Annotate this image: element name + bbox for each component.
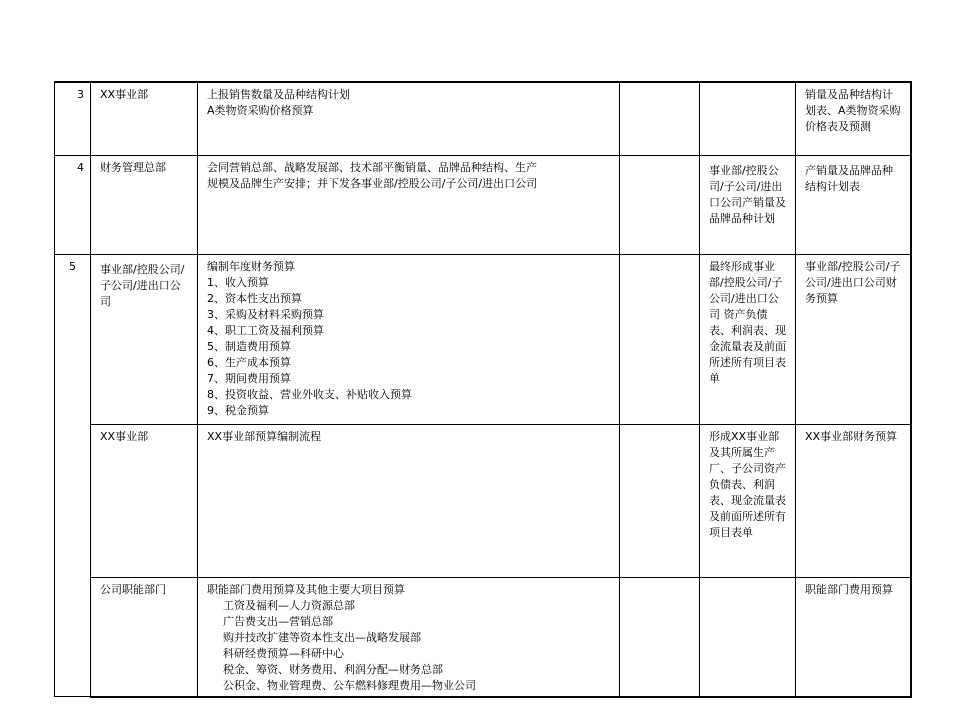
department-cell: XX事业部 xyxy=(91,424,198,577)
output-cell: XX事业部财务预算 xyxy=(796,424,911,577)
table-row xyxy=(55,82,911,155)
empty-cell xyxy=(620,424,700,577)
content-cell: 职能部门费用预算及其他主要大项目预算 工资及福利—人力资源总部 广告费支出—营销总部 购并技改扩建等资本性支出—战略发展部 科研经费预算—科研中心 税金、筹资、财务费用、利润分配—财务总部 公积金、物业管理费、公车燃料修理费用—物业公司 xyxy=(198,577,620,697)
row-number: 3 xyxy=(55,82,91,155)
table-row xyxy=(55,254,911,424)
department-cell: XX事业部 xyxy=(91,82,198,155)
department-cell: 公司职能部门 xyxy=(91,577,198,697)
empty-cell xyxy=(620,577,700,697)
table-row xyxy=(55,424,911,577)
result-cell: 最终形成事业部/控股公司/子公司/进出口公司 资产负债表、利润表、现金流量表及前面所述所有项目表单 xyxy=(700,254,796,424)
empty-cell xyxy=(620,254,700,424)
empty-cell xyxy=(620,155,700,254)
result-cell xyxy=(700,82,796,155)
output-cell: 销量及品种结构计划表、A类物资采购价格表及预测 xyxy=(796,82,911,155)
result-cell xyxy=(700,577,796,697)
output-cell: 事业部/控股公司/子公司/进出口公司财务预算 xyxy=(796,254,911,424)
department-cell: 财务管理总部 xyxy=(91,155,198,254)
row-number: 5 xyxy=(55,254,91,697)
result-cell: 事业部/控股公司/子公司/进出口公司产销量及品牌品种计划 xyxy=(700,155,796,254)
table-row xyxy=(55,155,911,254)
result-cell: 形成XX事业部及其所属生产厂、子公司资产负债表、利润表、现金流量表及前面所述所有项目表单 xyxy=(700,424,796,577)
content-cell: 会同营销总部、战略发展部、技术部平衡销量、品牌品种结构、生产 规模及品牌生产安排；并下发各事业部/控股公司/子公司/进出口公司 xyxy=(198,155,620,254)
output-cell: 职能部门费用预算 xyxy=(796,577,911,697)
content-cell: XX事业部预算编制流程 xyxy=(198,424,620,577)
budget-process-table xyxy=(54,81,912,698)
department-cell: 事业部/控股公司/子公司/进出口公司 xyxy=(91,254,198,424)
content-cell: 编制年度财务预算 1、收入预算 2、资本性支出预算 3、采购及材料采购预算 4、职工工资及福利预算 5、制造费用预算 6、生产成本预算 7、期间费用预算 8、投资收益、营业外收支、补贴收入预算 9、税金预算 xyxy=(198,254,620,424)
empty-cell xyxy=(620,82,700,155)
content-cell: 上报销售数量及品种结构计划 A类物资采购价格预算 xyxy=(198,82,620,155)
row-number: 4 xyxy=(55,155,91,254)
table-row xyxy=(55,577,911,697)
output-cell: 产销量及品牌品种结构计划表 xyxy=(796,155,911,254)
